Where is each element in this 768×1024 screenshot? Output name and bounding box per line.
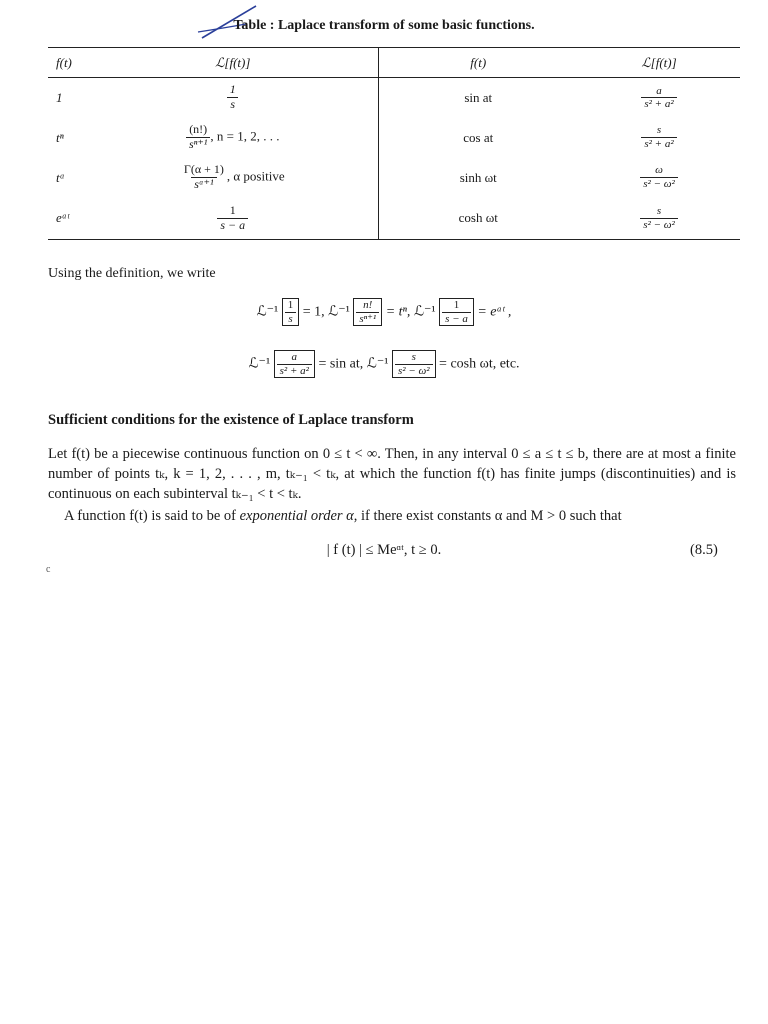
fraction bbox=[395, 351, 433, 377]
denominator: sⁿ⁺¹ bbox=[186, 137, 210, 152]
header-L-left: ℒ[f(t)] bbox=[88, 48, 378, 78]
inverse-laplace-symbol: ℒ⁻¹ bbox=[248, 356, 271, 372]
fraction bbox=[285, 299, 297, 325]
paragraph-piecewise: Let f(t) be a piecewise continuous function on 0 ≤ t < ∞. Then, in any interval 0 ≤ a ≤ t ≤ b, there are at most a finite number of points tₖ, k = 1, 2, . . . , m, tₖ₋₁ < tₖ, at which the function f(t) has finite jumps (discontinuities) and is continuous on each subinterval tₖ₋₁ < t < tₖ. bbox=[48, 446, 736, 502]
cell-L-left bbox=[88, 78, 378, 118]
result: = tⁿ, bbox=[385, 304, 411, 320]
bracket bbox=[353, 298, 382, 326]
table-row bbox=[48, 158, 740, 198]
exponential-order-inequality: | f (t) | ≤ Meᵅᵗ, t ≥ 0. bbox=[326, 542, 442, 558]
numerator: n! bbox=[363, 299, 373, 311]
bracket bbox=[439, 298, 474, 326]
numerator: Γ(α + 1) bbox=[183, 162, 224, 177]
cell-L-right bbox=[578, 118, 740, 158]
cell-f-left: tᵅ bbox=[56, 169, 65, 185]
inverse-transform-equation-2 bbox=[0, 350, 768, 378]
numerator: 1 bbox=[229, 202, 236, 217]
header-L-right: ℒ[f(t)] bbox=[578, 48, 740, 78]
cell-L-right bbox=[578, 78, 740, 118]
text-run: , if there exist constants α and M > 0 such that bbox=[353, 508, 622, 524]
bracket bbox=[274, 350, 315, 378]
cell-L-left bbox=[88, 158, 378, 198]
emphasis: exponential order α bbox=[239, 508, 354, 524]
denominator: s − a bbox=[217, 218, 248, 233]
numerator: a bbox=[656, 84, 662, 97]
fraction bbox=[641, 124, 676, 150]
header-f-left: f(t) bbox=[48, 48, 88, 78]
fraction bbox=[356, 299, 379, 325]
inverse-laplace-symbol: ℒ⁻¹ bbox=[256, 304, 279, 320]
denominator: s² − ω² bbox=[640, 218, 678, 232]
fraction bbox=[640, 205, 678, 231]
laplace-table bbox=[48, 47, 740, 240]
table-caption: Table : Laplace transform of some basic functions. bbox=[233, 18, 535, 33]
inverse-laplace-symbol: ℒ⁻¹ bbox=[413, 304, 436, 320]
result: = eᵃᵗ , bbox=[477, 304, 512, 320]
fraction bbox=[277, 351, 312, 377]
result: = cosh ωt, etc. bbox=[439, 356, 520, 372]
numerator: (n!) bbox=[189, 122, 208, 137]
bracket bbox=[282, 298, 300, 326]
header-f-right: f(t) bbox=[378, 48, 578, 78]
denominator: s² + a² bbox=[641, 97, 676, 111]
fraction-tail: , α positive bbox=[226, 168, 285, 184]
numerator: ω bbox=[655, 164, 663, 177]
cell-f-left: 1 bbox=[56, 89, 63, 105]
cell-f-left: eᵃᵗ bbox=[48, 198, 88, 240]
intro-sentence: Using the definition, we write bbox=[48, 266, 216, 281]
cell-L-right bbox=[578, 158, 740, 198]
fraction bbox=[186, 123, 210, 152]
table-header-row bbox=[48, 48, 740, 78]
table-row bbox=[48, 198, 740, 240]
inverse-laplace-symbol: ℒ⁻¹ bbox=[366, 356, 389, 372]
numerator: 1 bbox=[287, 299, 294, 311]
denominator: s bbox=[227, 97, 238, 112]
cell-f-right: sinh ωt bbox=[459, 169, 497, 185]
cell-f-right: cos at bbox=[463, 129, 494, 145]
table-row bbox=[48, 78, 740, 118]
denominator: s² − ω² bbox=[395, 364, 433, 378]
cell-L-right bbox=[578, 198, 740, 240]
denominator: s bbox=[285, 312, 295, 326]
fraction bbox=[442, 299, 471, 325]
inverse-transform-equation-1 bbox=[0, 298, 768, 326]
denominator: sᵅ⁺¹ bbox=[191, 177, 216, 192]
result: = 1, bbox=[302, 304, 325, 320]
denominator: s² + a² bbox=[277, 364, 312, 378]
equation-number: (8.5) bbox=[690, 542, 718, 558]
text-run: A function f(t) is said to be of bbox=[64, 508, 240, 524]
numerator: s bbox=[656, 124, 662, 137]
fraction bbox=[640, 164, 678, 190]
table-row bbox=[48, 118, 740, 158]
cell-L-left bbox=[88, 198, 378, 240]
fraction-tail: , n = 1, 2, . . . bbox=[210, 128, 280, 144]
inverse-laplace-symbol: ℒ⁻¹ bbox=[328, 304, 350, 320]
section-body bbox=[48, 444, 736, 526]
numerator: 1 bbox=[453, 299, 460, 311]
fraction bbox=[181, 163, 227, 192]
denominator: s² + a² bbox=[641, 137, 676, 151]
section-heading: Sufficient conditions for the existence of Laplace transform bbox=[48, 412, 414, 428]
fraction bbox=[217, 204, 248, 233]
denominator: sⁿ⁺¹ bbox=[356, 312, 379, 326]
paragraph-exponential-order bbox=[48, 506, 736, 526]
cell-f-right: cosh ωt bbox=[378, 198, 578, 240]
numerator: s bbox=[411, 351, 416, 363]
bracket bbox=[392, 350, 436, 378]
cell-f-right: sin at bbox=[464, 89, 493, 105]
numerator: 1 bbox=[229, 82, 236, 97]
denominator: s² − ω² bbox=[640, 177, 678, 191]
result: = sin at, bbox=[318, 356, 364, 372]
cell-f-left: tⁿ bbox=[56, 129, 64, 145]
fraction bbox=[227, 83, 239, 112]
fraction bbox=[641, 85, 676, 111]
stray-mark: c bbox=[46, 564, 51, 575]
numerator: a bbox=[291, 351, 298, 363]
numerator: s bbox=[656, 205, 662, 218]
cell-L-left bbox=[88, 118, 378, 158]
denominator: s − a bbox=[442, 312, 471, 326]
